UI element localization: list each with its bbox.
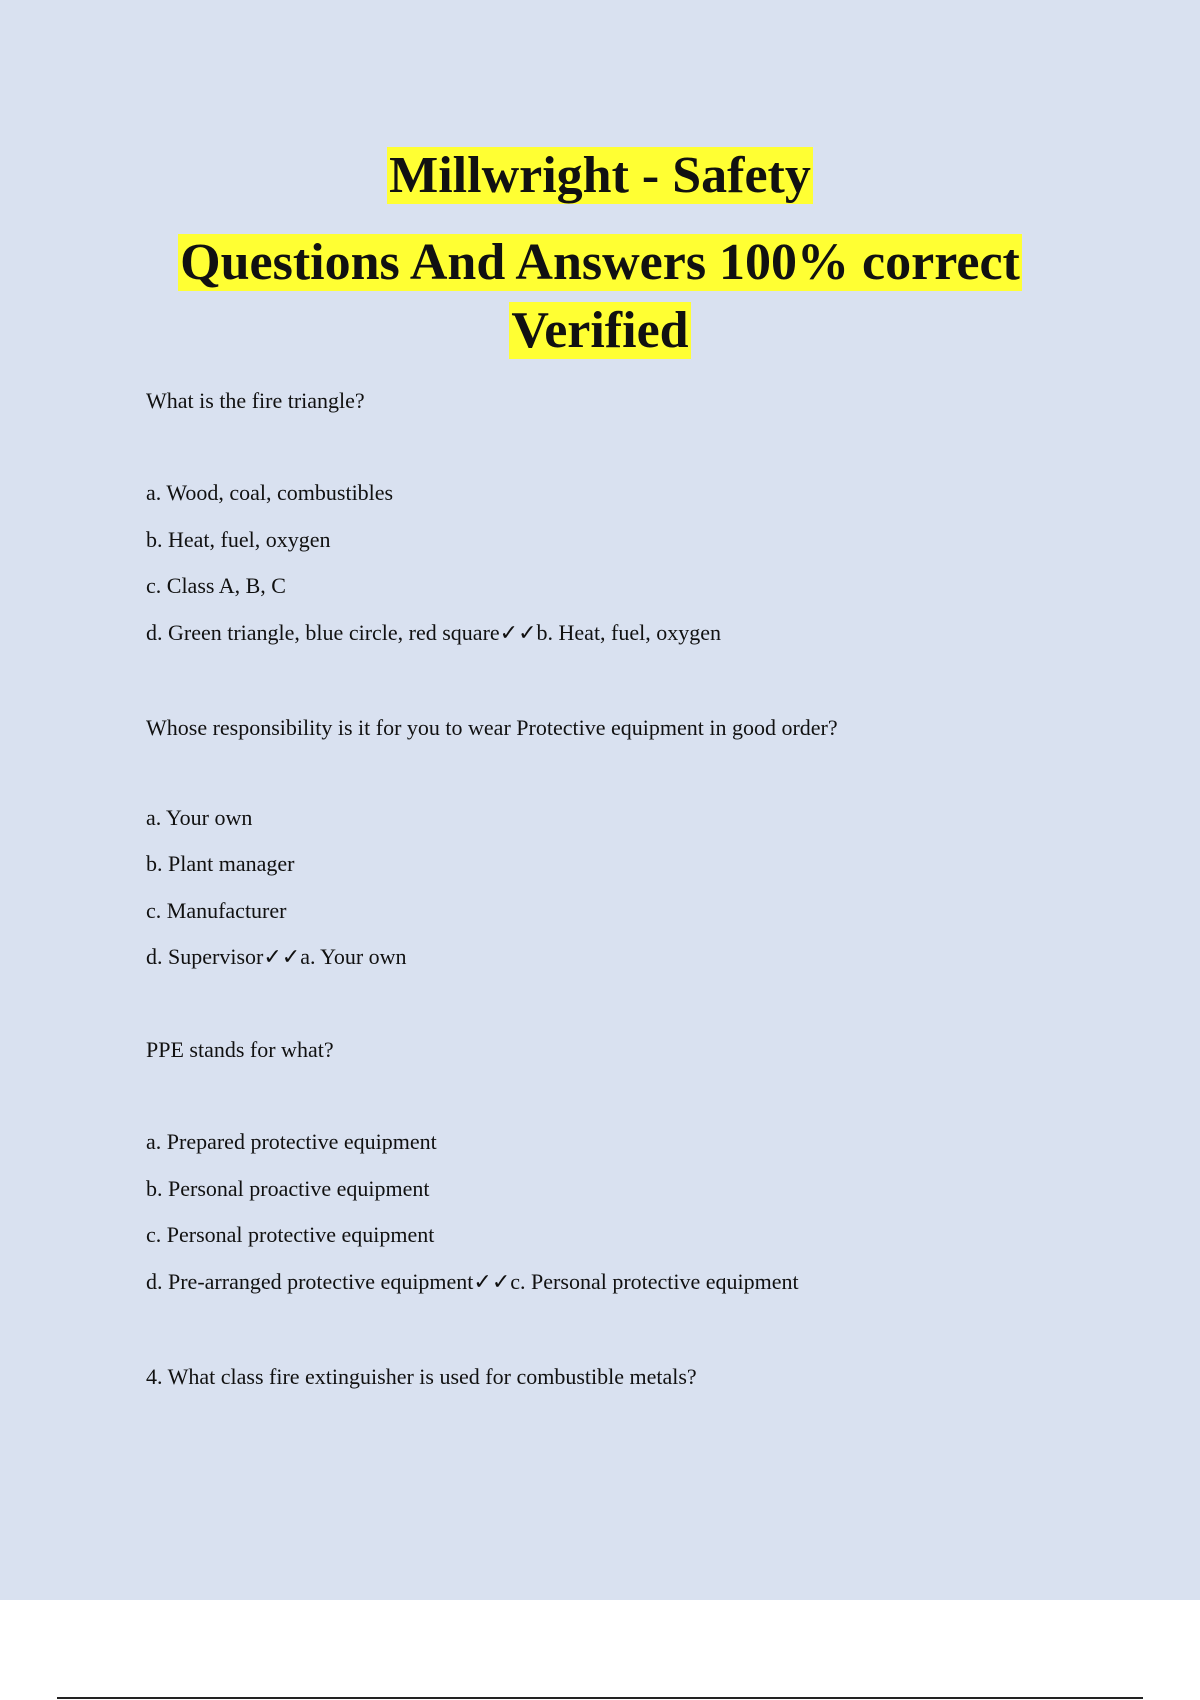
answer-option: c. Personal protective equipment: [146, 1222, 435, 1247]
answer-option: a. Your own: [146, 804, 253, 830]
title-line-1: [0, 142, 1200, 210]
question-block: [146, 1034, 1106, 1298]
questions-list: [146, 385, 1106, 1393]
title-line-3: [0, 297, 1200, 365]
answer-option-with-key: d. Pre-arranged protective equipment✓✓c. Personal protective equipment: [146, 1268, 799, 1294]
answer-option: a. Prepared protective equipment: [146, 1129, 437, 1154]
title-line-2: [0, 229, 1200, 297]
answer-option-with-key: d. Supervisor✓✓a. Your own: [146, 944, 407, 969]
title-line-1-text: Millwright - Safety: [389, 147, 811, 204]
question-text: Whose responsibility is it for you to wear Protective equipment in good order?: [146, 714, 838, 740]
answer-option: b. Plant manager: [146, 851, 295, 876]
document-title: [0, 142, 1200, 365]
title-line-2-text: Questions And Answers 100% correct: [180, 234, 1020, 291]
question-block: [146, 385, 1106, 649]
answer-option-with-key: d. Green triangle, blue circle, red square✓✓b. Heat, fuel, oxygen: [146, 619, 722, 645]
title-line-3-text: Verified: [511, 302, 689, 359]
question-text: What is the fire triangle?: [146, 388, 365, 413]
question-text: 4. What class fire extinguisher is used for combustible metals?: [146, 1363, 697, 1389]
page-divider: [57, 1697, 1143, 1699]
question-text: PPE stands for what?: [146, 1037, 334, 1062]
answer-option: b. Personal proactive equipment: [146, 1175, 430, 1201]
question-block: [146, 712, 1106, 974]
question-block: [146, 1361, 1106, 1393]
answer-option: a. Wood, coal, combustibles: [146, 480, 394, 505]
answer-option: b. Heat, fuel, oxygen: [146, 526, 331, 552]
answer-option: c. Class A, B, C: [146, 573, 286, 598]
answer-option: c. Manufacturer: [146, 897, 287, 923]
